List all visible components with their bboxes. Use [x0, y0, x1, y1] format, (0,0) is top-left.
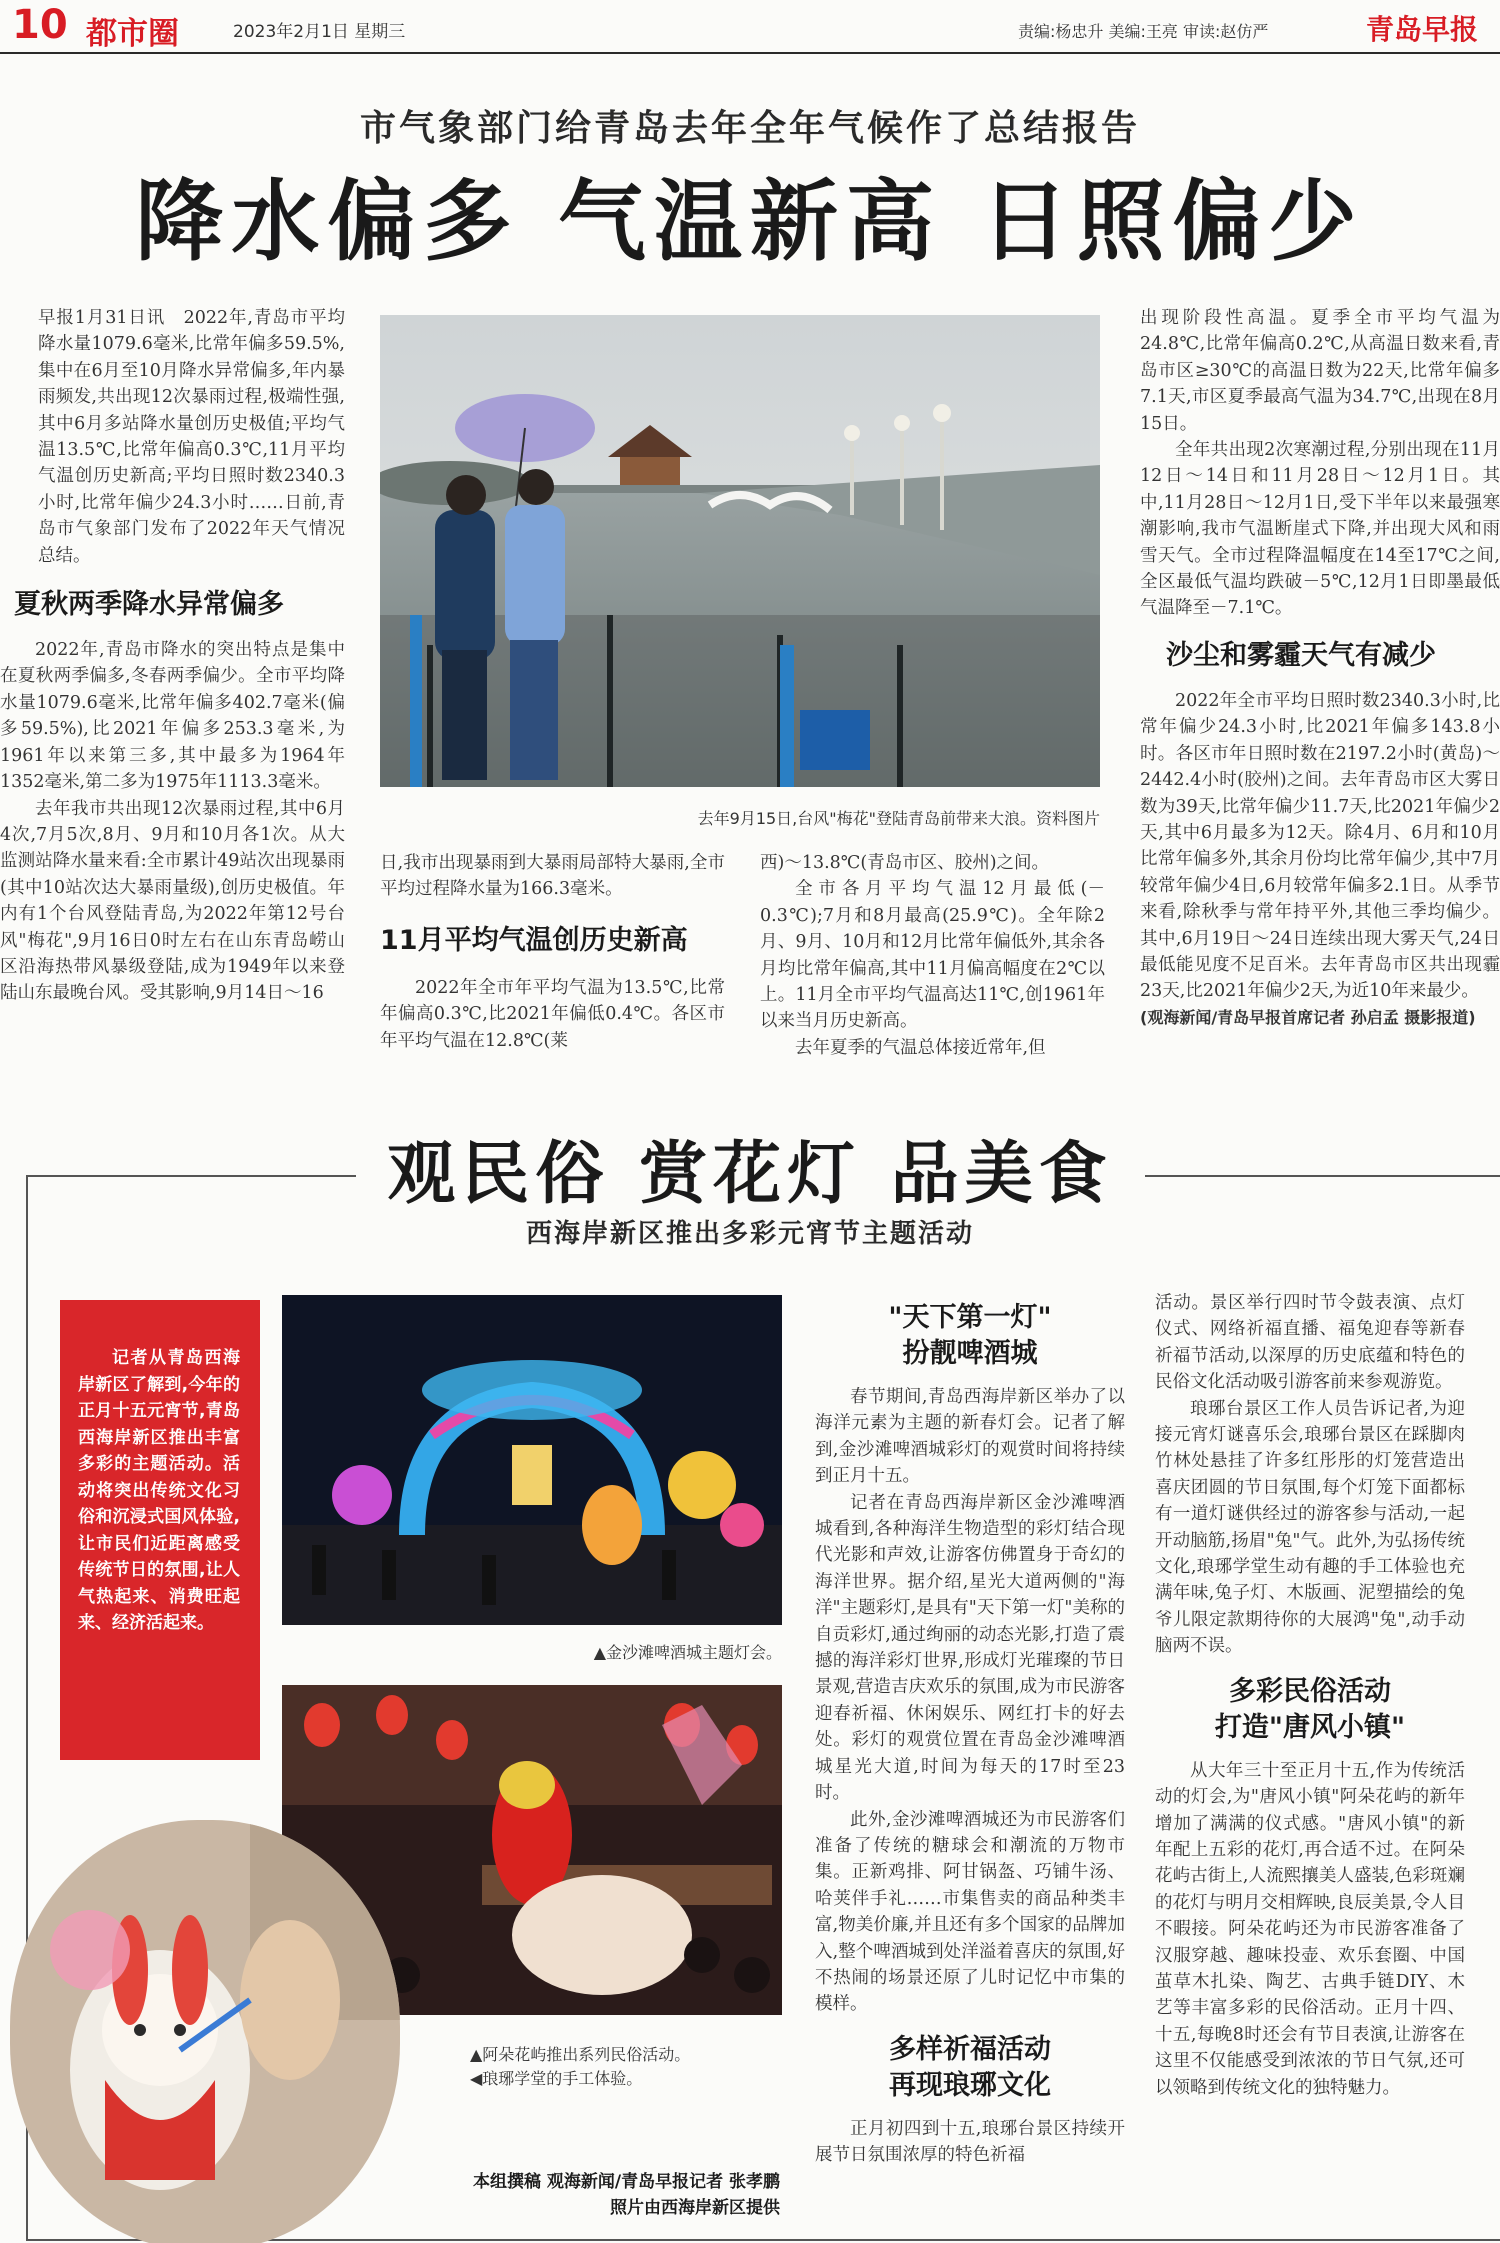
section-heading: 打造"唐风小镇" [1214, 1711, 1406, 1743]
subhead-rain: 夏秋两季降水异常偏多 [14, 589, 284, 621]
story1-column-3 [760, 850, 1105, 1061]
lantern-festival-photo [282, 1295, 782, 1625]
story1-paragraph: 日,我市出现暴雨到大暴雨局部特大暴雨,全市平均过程降水量为166.3毫米。 [380, 853, 725, 900]
story1-paragraph: 去年夏季的气温总体接近常年,但 [795, 1037, 1046, 1058]
subhead-sunshine: 沙尘和雾霾天气有减少 [1166, 639, 1436, 671]
page-number: 10 [12, 2, 68, 48]
section-heading: 扮靓啤酒城 [902, 1338, 1038, 1369]
story1-paragraph: 西)～13.8℃(青岛市区、胶州)之间。 [760, 853, 1050, 873]
story1-kicker: 市气象部门给青岛去年全年气候作了总结报告 [359, 107, 1140, 149]
story2-paragraph: 记者在青岛西海岸新区金沙滩啤酒城看到,各种海洋生物造型的彩灯结合现代光影和声效,让游客仿佛置身于奇幻的海洋世界。据介绍,星光大道两侧的"海洋"主题彩灯,是具有"天下第一灯"美称的自贡彩灯,通过绚丽的动态光影,打造了震撼的海洋彩灯世界,形成灯光璀璨的节日景观,营造吉庆欢乐的氛围,成为市民游客迎春祈福、休闲娱乐、网红打卡的好去处。彩灯的观赏位置在青岛金沙滩啤酒城星光大道,时间为每天的17时至23时。 [815, 1492, 1125, 1804]
lantern-image [282, 1295, 782, 1625]
story2-paragraph: 正月初四到十五,琅琊台景区持续开展节日氛围浓厚的特色祈福 [815, 2118, 1125, 2166]
story2-column-b [1155, 1290, 1465, 2101]
subhead-temperature: 11月平均气温创历史新高 [380, 924, 688, 956]
story1-column-1 [0, 305, 345, 1007]
story1-lead-paragraph: 早报1月31日讯 2022年,青岛市平均降水量1079.6毫米,比常年偏多59.5%,集中在6月至10月降水异常偏多,年内暴雨频发,共出现12次暴雨过程,极端性强,其中6月多站降水量创历史极值;平均气温13.5℃,比常年偏高0.3℃,11月平均气温创历史新高;平均日照时数2340.3小时,比常年偏少24.3小时……日前,青岛市气象部门发布了2022年天气情况总结。 [38, 308, 345, 566]
photo-caption: ◀琅琊学堂的手工体验。 [470, 2069, 643, 2088]
section-heading: 多彩民俗活动 [1229, 1675, 1391, 1707]
story1-byline: (观海新闻/青岛早报首席记者 孙启孟 摄影报道) [1140, 1007, 1476, 1027]
story2-paragraph: 从大年三十至正月十五,作为传统活动的灯会,为"唐风小镇"阿朵花屿的新年增加了满满的仪式感。"唐风小镇"的新年配上五彩的花灯,再合适不过。在阿朵花屿古街上,人流熙攘美人盛装,色彩斑斓的花灯与明月交相辉映,良辰美景,令人目不暇接。阿朵花屿还为市民游客准备了汉服穿越、趣味投壶、欢乐套圈、中国茧草木扎染、陶艺、古典手链DIY、木艺等丰富多彩的民俗活动。正月十四、十五,每晚8时还会有节目表演,让游客在这里不仅能感受到浓浓的节日气氛,还可以领略到传统文化的独特魅力。 [1155, 1760, 1465, 2098]
page-header [0, 0, 1500, 54]
story2-paragraph: 此外,金沙滩啤酒城还为市民游客们准备了传统的糖球会和潮流的万物市集。正新鸡排、阿甘锅盔、巧铺牛汤、哈荚伴手礼……市集售卖的商品种类丰富,物美价廉,并且还有多个国家的品牌加入,整个啤酒城到处洋溢着喜庆的氛围,好不热闹的场景还原了儿时记忆中市集的模样。 [815, 1809, 1125, 2015]
issue-date: 2023年2月1日 星期三 [233, 22, 406, 42]
photo-credit: 照片由西海岸新区提供 [610, 2198, 780, 2218]
photo-caption: ▲阿朵花屿推出系列民俗活动。 [470, 2045, 691, 2064]
editor-credits: 责编:杨忠升 美编:王亮 审读:赵仿严 [1018, 22, 1269, 41]
section-heading: "天下第一灯" [888, 1302, 1052, 1333]
story1-paragraph: 2022年,青岛市降水的突出特点是集中在夏秋两季偏多,冬春两季偏少。全市平均降水量1079.6毫米,比常年偏多402.7毫米(偏多59.5%),比2021年偏多253.3毫米,为1961年以来第三多,其中最多为1964年1352毫米,第二多为1975年1113.3毫米。 [0, 640, 345, 793]
story2-paragraph: 琅琊台景区工作人员告诉记者,为迎接元宵灯谜喜乐会,琅琊台景区在踩脚肉竹林处悬挂了许多红彤彤的灯笼营造出喜庆团圆的节日氛围,每个灯笼下面都标有一道灯谜供经过的游客参与活动,一起开动脑筋,扬眉"兔"气。此外,为弘扬传统文化,琅琊学堂生动有趣的手工体验也充满年味,兔子灯、木版画、泥塑描绘的兔爷儿限定款期待你的大展鸿"兔",动手动脑两不误。 [1155, 1398, 1465, 1657]
story1-column-4 [1140, 305, 1500, 1031]
section-heading: 多样祈福活动 [889, 2033, 1051, 2065]
story2-column-a [815, 1300, 1125, 2169]
story2-byline: 本组撰稿 观海新闻/青岛早报记者 张孝鹏 [472, 2172, 780, 2192]
story1-paragraph: 全年共出现2次寒潮过程,分别出现在11月12日～14日和11月28日～12月1日。其中,11月28日～12月1日,受下半年以来最强寒潮影响,我市气温断崖式下降,并出现大风和雨雪天气。全市过程降温幅度在14至17℃之间,全区最低气温均跌破－5℃,12月1日即墨最低气温降至－7.1℃。 [1140, 440, 1500, 619]
story1-paragraph: 去年我市共出现12次暴雨过程,其中6月4次,7月5次,8月、9月和10月各1次。从大监测站降水量来看:全市累计49站次出现暴雨(其中10站次达大暴雨量级),创历史极值。年内有1个台风登陆青岛,为2022年第12号台风"梅花",9月16日0时左右在山东青岛崂山区沿海热带风暴级登陆,成为1949年以来登陆山东最晚台风。受其影响,9月14日～16 [0, 798, 345, 1004]
pier-image [380, 315, 1100, 787]
newspaper-logo: 青岛早报 [1366, 13, 1479, 46]
story2-headline: 观民俗 赏花灯 品美食 [387, 1134, 1113, 1214]
story1-paragraph: 出现阶段性高温。夏季全市平均气温为24.8℃,比常年偏高0.2℃,从高温日数来看,青岛市区≥30℃的高温日数为22天,比常年偏多7.1天,市区夏季最高气温为34.7℃,出现在8月15日。 [1140, 308, 1500, 434]
intro-text: 记者从青岛西海岸新区了解到,今年的正月十五元宵节,青岛西海岸新区推出丰富多彩的主题活动。活动将突出传统文化习俗和沉浸式国风体验,让市民们近距离感受传统节日的氛围,让人气热起来、消费旺起来、经济活起来。 [78, 1348, 240, 1633]
story2-paragraph: 春节期间,青岛西海岸新区举办了以海洋元素为主题的新春灯会。记者了解到,金沙滩啤酒城彩灯的观赏时间将持续到正月十五。 [815, 1387, 1125, 1487]
section-heading: 再现琅琊文化 [889, 2069, 1051, 2101]
section-name: 都市圈 [86, 16, 179, 52]
story2-paragraph: 活动。景区举行四时节令鼓表演、点灯仪式、网络祈福直播、福兔迎春等新春祈福节活动,以深厚的历史底蕴和特色的民俗文化活动吸引游客前来参观游览。 [1155, 1293, 1465, 1393]
story1-paragraph: 2022年全市平均日照时数2340.3小时,比常年偏少24.3小时,比2021年偏多143.8小时。各区市年日照时数在2197.2小时(黄岛)～2442.4小时(胶州)之间。去年青岛市区大雾日数为39天,比常年偏少11.7天,比2021年偏少2天,其中6月最多为12天。除4月、6月和10月比常年偏多外,其余月份均比常年偏少,其中7月较常年偏少4日,6月较常年偏多2.1日。从季节来看,除秋季与常年持平外,其他三季均偏少。其中,6月19日～24日连续出现大雾天气,24日最低能见度不足百米。去年青岛市区共出现霾23天,比2021年偏少2天,为近10年来最少。 [1140, 690, 1500, 1002]
typhoon-pier-photo [380, 315, 1100, 787]
story1-paragraph: 全市各月平均气温12月最低(－0.3℃);7月和8月最高(25.9℃)。全年除2月、9月、10月和12月比常年偏低外,其余各月均比常年偏高,其中11月偏高幅度在2℃以上。11月全市平均气温高达11℃,创1961年以来当月历史新高。 [760, 879, 1105, 1032]
story1-column-2 [380, 850, 725, 1054]
story2-subtitle: 西海岸新区推出多彩元宵节主题活动 [525, 1219, 974, 1249]
story1-headline: 降水偏多 气温新高 日照偏少 [135, 169, 1365, 273]
photo-caption: 去年9月15日,台风"梅花"登陆青岛前带来大浪。资料图片 [697, 809, 1100, 828]
photo-caption: ▲金沙滩啤酒城主题灯会。 [593, 1643, 782, 1662]
story1-paragraph: 2022年全市年平均气温为13.5℃,比常年偏高0.3℃,比2021年偏低0.4℃。各区市年平均气温在12.8℃(莱 [380, 977, 725, 1051]
